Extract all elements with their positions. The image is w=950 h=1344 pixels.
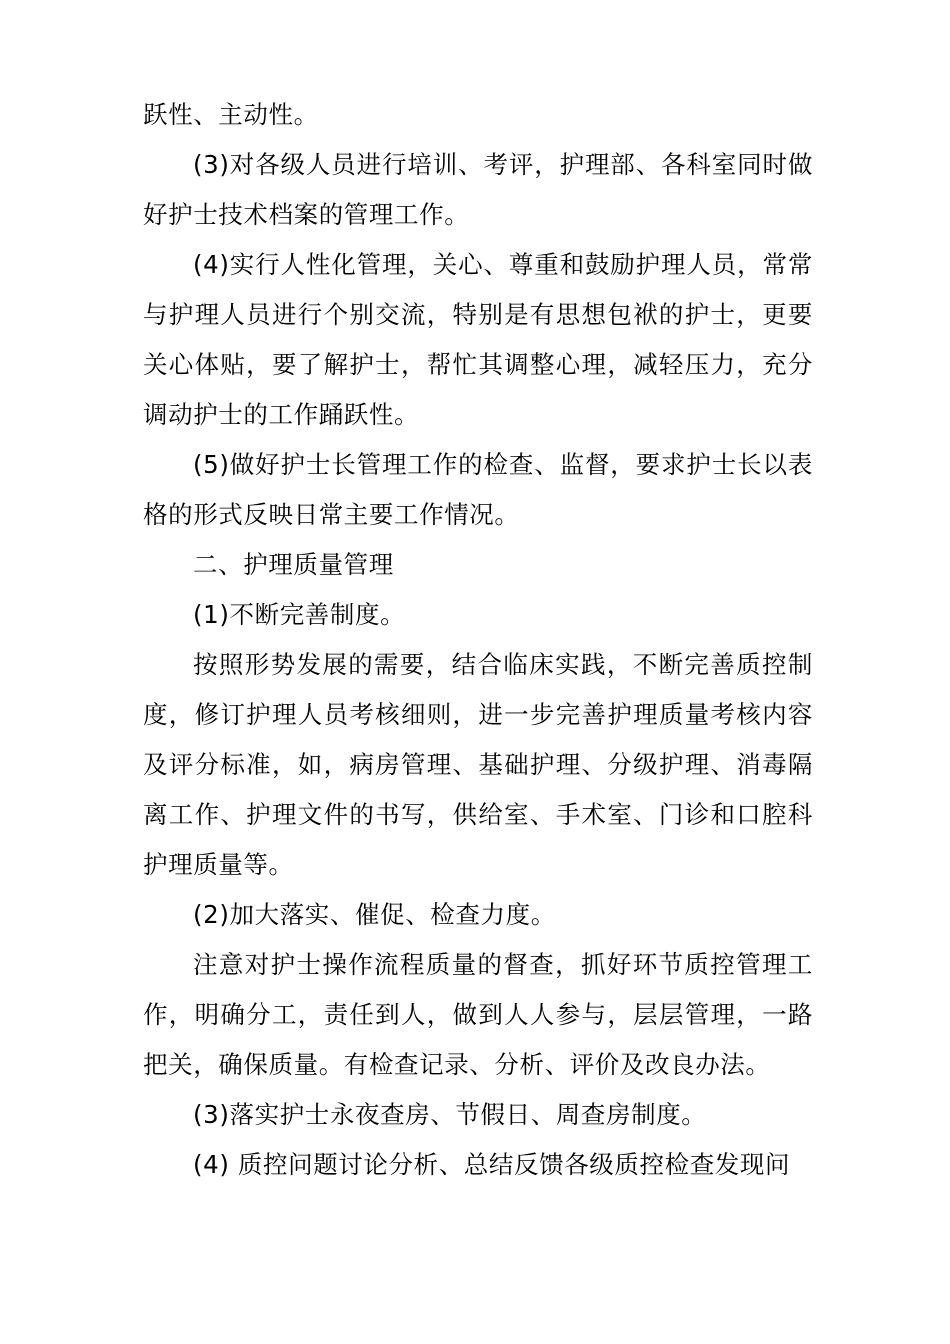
paragraph-item-5-head-nurse-inspection: (5)做好护士长管理工作的检查、监督，要求护士长以表格的形式反映日常主要工作情况。 — [143, 450, 813, 529]
paragraph-item-3-training: (3)对各级人员进行培训、考评，护理部、各科室同时做好护士技术档案的管理工作。 — [143, 150, 813, 229]
paragraph-item-1-improve-system: (1)不断完善制度。 — [193, 600, 406, 629]
paragraph-enforcement-detail: 注意对护士操作流程质量的督查，抓好环节质控管理工作，明确分工，责任到人，做到人人参与，层层管理，一路把关，确保质量。有检查记录、分析、评价及改良办法。 — [143, 950, 813, 1079]
paragraph-item-3-night-rounds: (3)落实护士永夜查房、节假日、周查房制度。 — [193, 1100, 707, 1129]
paragraph-improve-system-detail: 按照形势发展的需要，结合临床实践，不断完善质控制度，修订护理人员考核细则，进一步完善护理质量考核内容及评分标准，如，病房管理、基础护理、分级护理、消毒隔离工作、护理文件的书写，供给室、手术室、门诊和口腔科护理质量等。 — [143, 650, 813, 879]
paragraph-continuation: 跃性、主动性。 — [143, 100, 319, 129]
paragraph-item-2-enforcement: (2)加大落实、催促、检查力度。 — [193, 900, 556, 929]
document-body — [143, 90, 813, 1190]
paragraph-item-4-quality-discussion: (4) 质控问题讨论分析、总结反馈各级质控检查发现问 — [193, 1150, 791, 1179]
paragraph-item-4-humanized-management: (4)实行人性化管理，关心、尊重和鼓励护理人员，常常与护理人员进行个别交流，特别是有思想包袱的护士，更要关心体贴，要了解护士，帮忙其调整心理，减轻压力，充分调动护士的工作踊跃性。 — [143, 250, 813, 429]
section-heading-quality-management: 二、护理质量管理 — [193, 550, 394, 579]
